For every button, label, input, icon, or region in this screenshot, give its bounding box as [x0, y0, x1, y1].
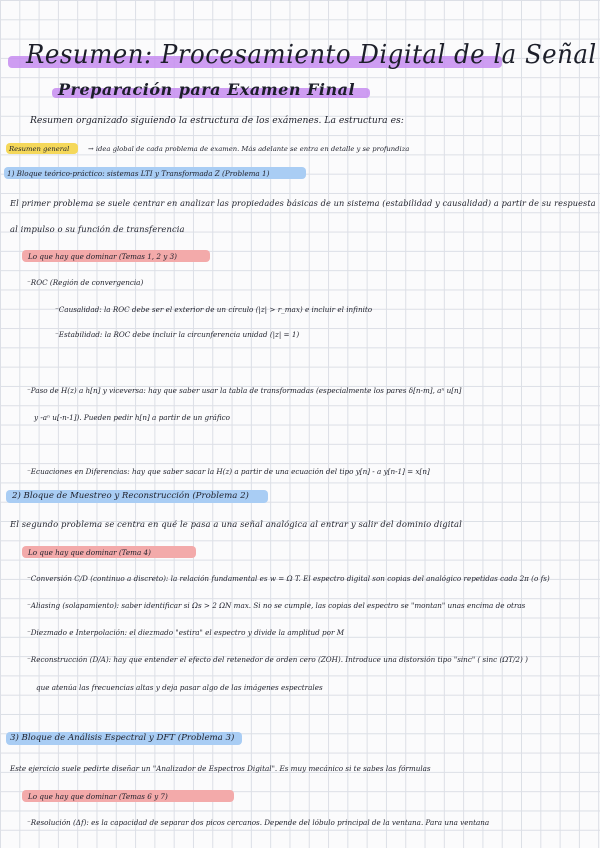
- section3-tag: Lo que hay que dominar (Temas 6 y 7): [28, 792, 168, 801]
- diezmado-item: ⁻Diezmado e Interpolación: el diezmado "estira" el espectro y divide la amplitud por M: [27, 628, 345, 637]
- legend-tag: Resumen general: [9, 145, 70, 153]
- section2-tag: Lo que hay que dominar (Tema 4): [28, 548, 151, 557]
- intro-text: Resumen organizado siguiendo la estructura de los exámenes. La estructura es:: [30, 115, 404, 126]
- causalidad-text: Causalidad: la ROC debe ser el exterior de un círculo (|z| > r_max) e incluir el infinito: [58, 305, 373, 314]
- section1-intro-line2: al impulso o su función de transferencia: [10, 224, 185, 234]
- legend-text: → idea global de cada problema de examen. Más adelante se entra en detalle y se profundiza: [88, 145, 410, 153]
- paso-item-line1: ⁻Paso de H(z) a h[n] y viceversa: hay que saber usar la tabla de transformadas (especialmente los pares δ[n-m], aⁿ u[n]: [27, 386, 462, 395]
- reconstruccion-item-line1: ⁻Reconstrucción (D/A): hay que entender el efecto del retenedor de orden cero (ZOH). Introduce una distorsión tipo "sinc" ( sinc (ΩT/2) ): [27, 655, 528, 664]
- paso-text-2: y -aⁿ u[-n-1]). Pueden pedir h[n] a partir de un gráfico: [34, 413, 230, 422]
- page-subtitle: Preparación para Examen Final: [58, 80, 356, 99]
- resolucion-text: Resolución (Δf): es la capacidad de separar dos picos cercanos. Depende del lóbulo principal de la ventana. Para una ventana: [30, 818, 490, 827]
- section1-tag: Lo que hay que dominar (Temas 1, 2 y 3): [28, 252, 177, 261]
- estabilidad-text: Estabilidad: la ROC debe incluir la circunferencia unidad (|z| = 1): [58, 330, 300, 339]
- paso-text-1: Paso de H(z) a h[n] y viceversa: hay que saber usar la tabla de transformadas (especialmente los pares δ[n-m], aⁿ u[n]: [30, 386, 462, 395]
- section1-heading: 1) Bloque teórico-práctico: sistemas LTI y Transformada Z (Problema 1): [7, 169, 270, 178]
- resolucion-item: ⁻Resolución (Δf): es la capacidad de separar dos picos cercanos. Depende del lóbulo principal de la ventana. Para una ventana: [27, 818, 490, 827]
- aliasing-item: ⁻Aliasing (solapamiento): saber identificar si Ωs > 2 ΩN max. Si no se cumple, las copias del espectro se "montan" unas encima de otras: [27, 601, 526, 610]
- page-title: Resumen: Procesamiento Digital de la Señal: [26, 40, 597, 70]
- reconstruccion-text-1: Reconstrucción (D/A): hay que entender el efecto del retenedor de orden cero (ZOH). Introduce una distorsión tipo "sinc" ( sinc (ΩT/2) ): [30, 655, 528, 664]
- section1-intro-line1: El primer problema se suele centrar en analizar las propiedades básicas de un sistema (estabilidad y causalidad) a partir de su respuesta: [10, 198, 596, 208]
- roc-text: ROC (Región de convergencia): [30, 278, 144, 287]
- section3-heading: 3) Bloque de Análisis Espectral y DFT (Problema 3): [10, 733, 235, 743]
- roc-item: ⁻ROC (Región de convergencia): [27, 278, 144, 287]
- section2-heading: 2) Bloque de Muestreo y Reconstrucción (Problema 2): [12, 491, 249, 501]
- diezmado-text: Diezmado e Interpolación: el diezmado "estira" el espectro y divide la amplitud por M: [30, 628, 345, 637]
- aliasing-text: Aliasing (solapamiento): saber identificar si Ωs > 2 ΩN max. Si no se cumple, las copias del espectro se "montan" unas encima de otras: [30, 601, 526, 610]
- estabilidad-item: ⁻Estabilidad: la ROC debe incluir la circunferencia unidad (|z| = 1): [55, 330, 300, 339]
- section2-intro: El segundo problema se centra en qué le pasa a una señal analógica al entrar y salir del dominio digital: [10, 519, 462, 529]
- section3-intro: Este ejercicio suele pedirte diseñar un "Analizador de Espectros Digital". Es muy mecánico si te sabes las fórmulas: [10, 764, 431, 773]
- conversion-item: ⁻Conversión C/D (continuo a discreto): la relación fundamental es w = Ω T. El espectro digital son copias del analógico repetidas cada 2π (o fs): [27, 574, 550, 583]
- conversion-text: Conversión C/D (continuo a discreto): la relación fundamental es w = Ω T. El espectro digital son copias del analógico repetidas cada 2π (o fs): [30, 574, 550, 583]
- ecuaciones-item: ⁻Ecuaciones en Diferencias: hay que saber sacar la H(z) a partir de una ecuación del tipo y[n] - a y[n-1] = x[n]: [27, 467, 430, 476]
- reconstruccion-text-2: que atenúa las frecuencias altas y deja pasar algo de las imágenes espectrales: [36, 683, 323, 692]
- causalidad-item: ⁻Causalidad: la ROC debe ser el exterior de un círculo (|z| > r_max) e incluir el infinito: [55, 305, 373, 314]
- ecuaciones-text: Ecuaciones en Diferencias: hay que saber sacar la H(z) a partir de una ecuación del tipo y[n] - a y[n-1] = x[n]: [30, 467, 430, 476]
